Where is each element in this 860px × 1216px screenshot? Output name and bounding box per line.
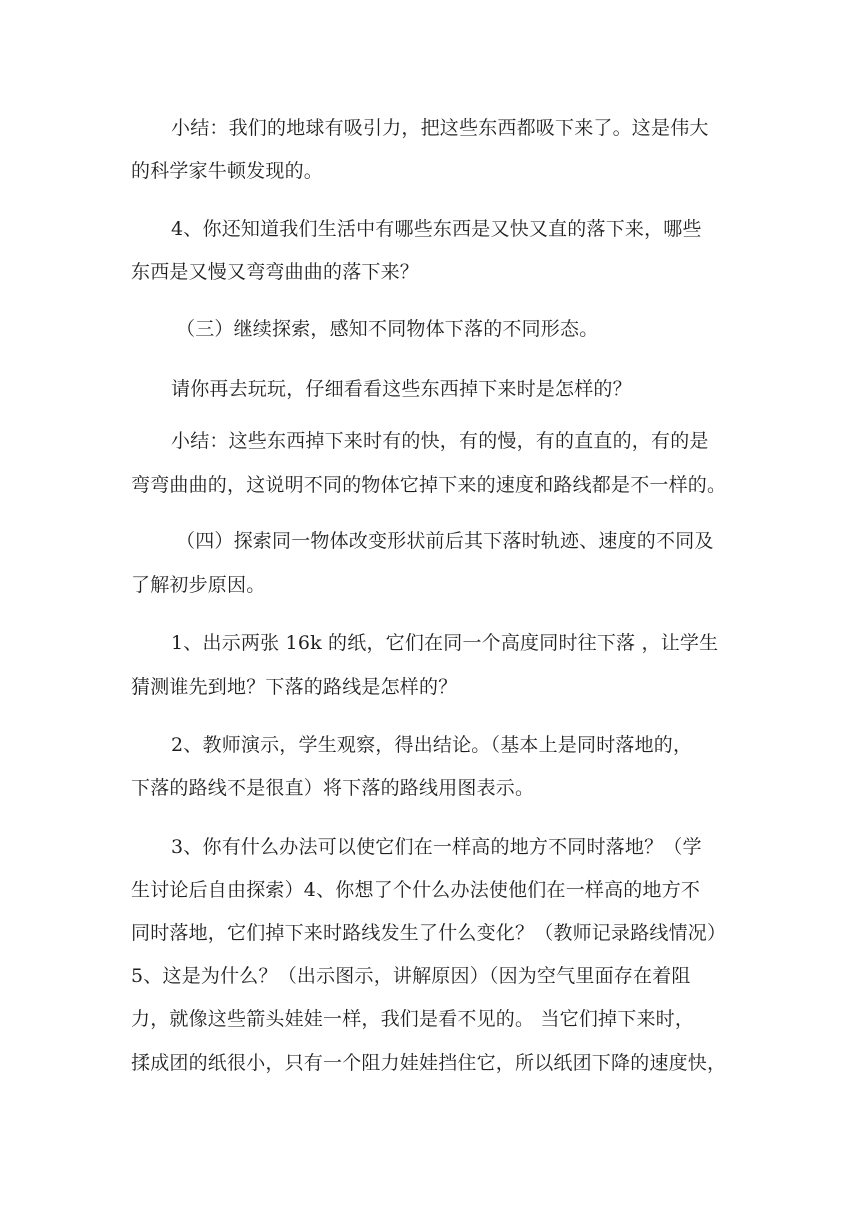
section-heading: （四）探索同一物体改变形状前后其下落时轨迹、速度的不同及	[176, 530, 714, 552]
text-line: 请你再去玩玩，仔细看看这些东西掉下来时是怎样的？	[171, 378, 632, 400]
text-line: 小结：我们的地球有吸引力，把这些东西都吸下来了。这是伟大	[171, 117, 709, 139]
text-line: 力，就像这些箭头娃娃一样，我们是看不见的。 当它们掉下来时，	[131, 1008, 695, 1030]
text-line: 猜测谁先到地？下落的路线是怎样的？	[131, 676, 458, 698]
text-line: 同时落地，它们掉下来时路线发生了什么变化？（教师记录路线情况）	[131, 922, 727, 944]
text-line: 了解初步原因。	[131, 574, 266, 596]
text-line: 生讨论后自由探索）4、你想了个什么办法使他们在一样高的地方不	[131, 879, 701, 901]
text-line: 2、教师演示，学生观察，得出结论。（基本上是同时落地的，	[171, 734, 693, 756]
text-line: 东西是又慢又弯弯曲曲的落下来？	[131, 261, 420, 283]
text-line: 1、出示两张 16k 的纸，它们在同一个高度同时往下落 ，让学生	[171, 632, 719, 654]
text-line: 揉成团的纸很小，只有一个阻力娃娃挡住它，所以纸团下降的速度快，	[131, 1052, 727, 1074]
section-heading: （三）继续探索，感知不同物体下落的不同形态。	[176, 318, 599, 340]
text-line: 5、这是为什么？（出示图示，讲解原因）（因为空气里面存在着阻	[131, 965, 691, 987]
text-line: 弯弯曲曲的，这说明不同的物体它掉下来的速度和路线都是不一样的。	[131, 474, 727, 496]
text-line: 小结：这些东西掉下来时有的快，有的慢，有的直直的，有的是	[171, 430, 709, 452]
text-line: 3、你有什么办法可以使它们在一样高的地方不同时落地？（学	[171, 836, 702, 858]
text-line: 4、你还知道我们生活中有哪些东西是又快又直的落下来，哪些	[171, 218, 702, 240]
text-line: 的科学家牛顿发现的。	[131, 160, 324, 182]
text-line: 下落的路线不是很直）将下落的路线用图表示。	[131, 777, 535, 799]
